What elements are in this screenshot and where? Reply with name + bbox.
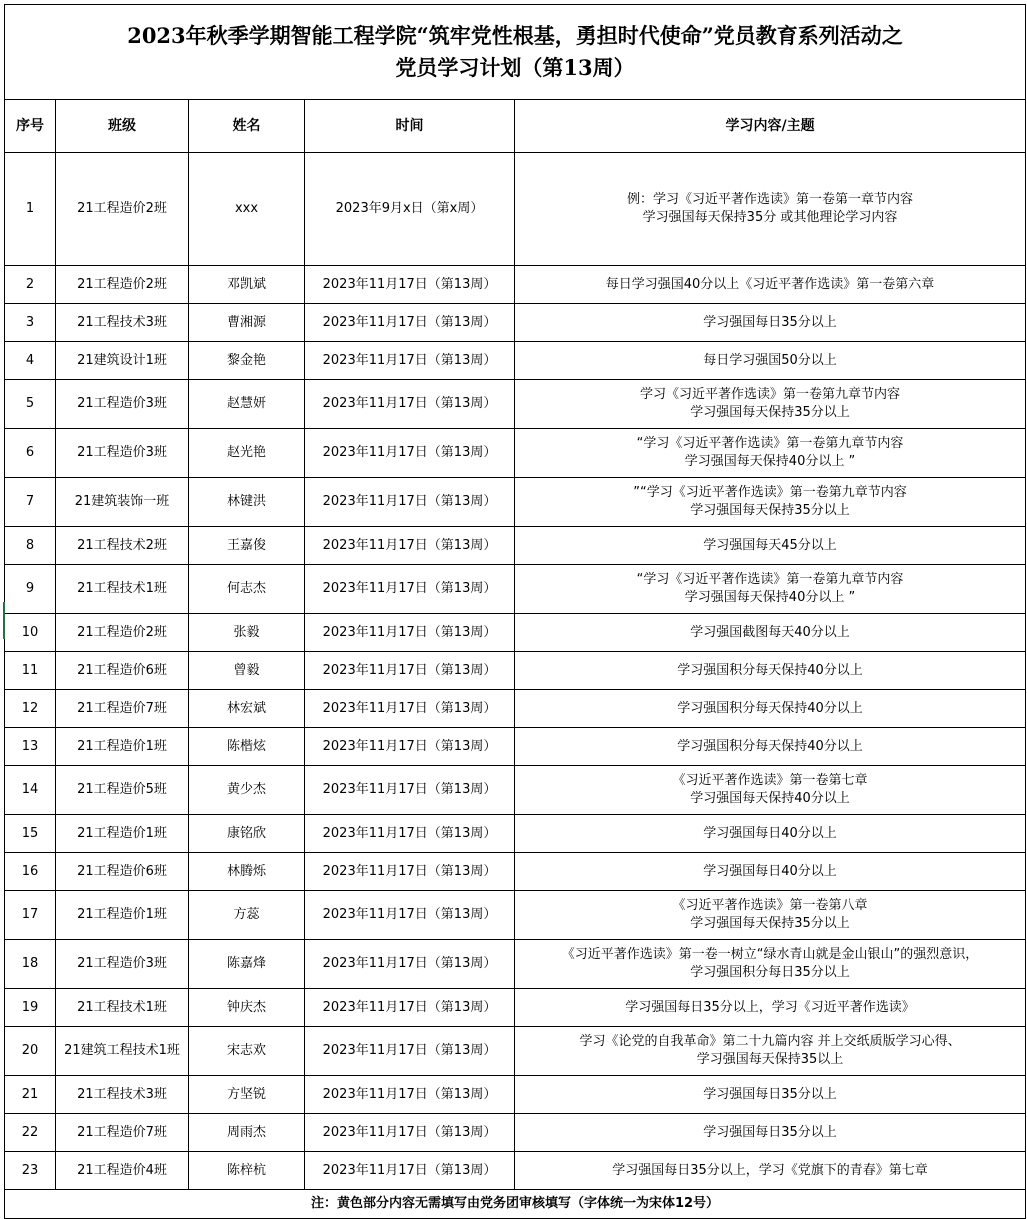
cell-class[interactable]: 21工程造价2班 bbox=[56, 153, 189, 266]
cell-name[interactable]: 方坚锐 bbox=[189, 1076, 305, 1114]
cell-index[interactable]: 3 bbox=[5, 304, 56, 342]
cell-class[interactable]: 21工程造价1班 bbox=[56, 815, 189, 853]
cell-time[interactable]: 2023年11月17日（第13周） bbox=[305, 728, 515, 766]
cell-time[interactable]: 2023年11月17日（第13周） bbox=[305, 1114, 515, 1152]
cell-content[interactable]: “学习《习近平著作选读》第一卷第九章节内容 学习强国每天保持40分以上 ” bbox=[515, 429, 1026, 478]
cell-content[interactable]: 学习强国每日40分以上 bbox=[515, 853, 1026, 891]
cell-index[interactable]: 16 bbox=[5, 853, 56, 891]
cell-content[interactable]: 学习强国每日35分以上 bbox=[515, 1114, 1026, 1152]
cell-index[interactable]: 5 bbox=[5, 380, 56, 429]
cell-class[interactable]: 21工程造价1班 bbox=[56, 891, 189, 940]
cell-index[interactable]: 10 bbox=[5, 614, 56, 652]
cell-index[interactable]: 18 bbox=[5, 940, 56, 989]
cell-time[interactable]: 2023年11月17日（第13周） bbox=[305, 1076, 515, 1114]
cell-index[interactable]: 6 bbox=[5, 429, 56, 478]
footer-note[interactable]: 注：黄色部分内容无需填写由党务团审核填写（字体统一为宋体12号） bbox=[5, 1190, 1026, 1219]
cell-name[interactable]: 周雨杰 bbox=[189, 1114, 305, 1152]
cell-content[interactable]: 学习《论党的自我革命》第二十九篇内容 并上交纸质版学习心得、 学习强国每天保持35以上 bbox=[515, 1027, 1026, 1076]
table-row bbox=[5, 652, 1026, 690]
cell-time[interactable]: 2023年11月17日（第13周） bbox=[305, 527, 515, 565]
selected-row-marker bbox=[3, 602, 5, 639]
cell-index[interactable]: 14 bbox=[5, 766, 56, 815]
cell-time[interactable]: 2023年9月x日（第x周） bbox=[305, 153, 515, 266]
cell-content[interactable]: 学习强国每天45分以上 bbox=[515, 527, 1026, 565]
cell-class[interactable]: 21建筑装饰一班 bbox=[56, 478, 189, 527]
cell-class[interactable]: 21工程造价2班 bbox=[56, 614, 189, 652]
cell-index[interactable]: 17 bbox=[5, 891, 56, 940]
cell-class[interactable]: 21工程技术1班 bbox=[56, 989, 189, 1027]
cell-time[interactable]: 2023年11月17日（第13周） bbox=[305, 1152, 515, 1190]
cell-content[interactable]: ”“学习《习近平著作选读》第一卷第九章节内容 学习强国每天保持35分以上 bbox=[515, 478, 1026, 527]
cell-content[interactable]: “学习《习近平著作选读》第一卷第九章节内容 学习强国每天保持40分以上 ” bbox=[515, 565, 1026, 614]
table-row bbox=[5, 429, 1026, 478]
cell-name[interactable]: 邓凯斌 bbox=[189, 266, 305, 304]
cell-time[interactable]: 2023年11月17日（第13周） bbox=[305, 342, 515, 380]
cell-name[interactable]: 黎金艳 bbox=[189, 342, 305, 380]
cell-time[interactable]: 2023年11月17日（第13周） bbox=[305, 690, 515, 728]
table-row bbox=[5, 478, 1026, 527]
cell-time[interactable]: 2023年11月17日（第13周） bbox=[305, 940, 515, 989]
cell-content[interactable]: 学习强国每日40分以上 bbox=[515, 815, 1026, 853]
cell-name[interactable]: 陈楷炫 bbox=[189, 728, 305, 766]
header-class[interactable]: 班级 bbox=[56, 100, 189, 153]
cell-content[interactable]: 学习强国积分每天保持40分以上 bbox=[515, 690, 1026, 728]
cell-time[interactable]: 2023年11月17日（第13周） bbox=[305, 614, 515, 652]
cell-name[interactable]: 张毅 bbox=[189, 614, 305, 652]
cell-content[interactable]: 《习近平著作选读》第一卷第七章 学习强国每天保持40分以上 bbox=[515, 766, 1026, 815]
cell-class[interactable]: 21工程造价5班 bbox=[56, 766, 189, 815]
title-line-2: 党员学习计划（第13周） bbox=[395, 55, 635, 80]
cell-index[interactable]: 8 bbox=[5, 527, 56, 565]
cell-class[interactable]: 21工程造价7班 bbox=[56, 690, 189, 728]
cell-index[interactable]: 22 bbox=[5, 1114, 56, 1152]
table-row bbox=[5, 1114, 1026, 1152]
cell-index[interactable]: 4 bbox=[5, 342, 56, 380]
cell-index[interactable]: 12 bbox=[5, 690, 56, 728]
cell-index[interactable]: 20 bbox=[5, 1027, 56, 1076]
cell-class[interactable]: 21工程造价1班 bbox=[56, 728, 189, 766]
table-row bbox=[5, 766, 1026, 815]
cell-time[interactable]: 2023年11月17日（第13周） bbox=[305, 853, 515, 891]
table-row bbox=[5, 690, 1026, 728]
cell-content[interactable]: 学习强国每日35分以上，学习《党旗下的青春》第七章 bbox=[515, 1152, 1026, 1190]
header-content[interactable]: 学习内容/主题 bbox=[515, 100, 1026, 153]
cell-content[interactable]: 每日学习强国40分以上《习近平著作选读》第一卷第六章 bbox=[515, 266, 1026, 304]
cell-name[interactable]: 赵光艳 bbox=[189, 429, 305, 478]
cell-name[interactable]: 林键洪 bbox=[189, 478, 305, 527]
cell-index[interactable]: 7 bbox=[5, 478, 56, 527]
table-row bbox=[5, 614, 1026, 652]
header-name[interactable]: 姓名 bbox=[189, 100, 305, 153]
cell-class[interactable]: 21工程造价6班 bbox=[56, 853, 189, 891]
cell-time[interactable]: 2023年11月17日（第13周） bbox=[305, 478, 515, 527]
table-row bbox=[5, 342, 1026, 380]
cell-time[interactable]: 2023年11月17日（第13周） bbox=[305, 304, 515, 342]
study-plan-table bbox=[4, 4, 1026, 1219]
cell-name[interactable]: 方蕊 bbox=[189, 891, 305, 940]
cell-time[interactable]: 2023年11月17日（第13周） bbox=[305, 652, 515, 690]
table-row bbox=[5, 989, 1026, 1027]
table-row bbox=[5, 304, 1026, 342]
cell-class[interactable]: 21工程造价4班 bbox=[56, 1152, 189, 1190]
cell-content[interactable]: 《习近平著作选读》第一卷一树立“绿水青山就是金山银山”的强烈意识， 学习强国积分每日35分以上 bbox=[515, 940, 1026, 989]
cell-name[interactable]: 何志杰 bbox=[189, 565, 305, 614]
header-index[interactable]: 序号 bbox=[5, 100, 56, 153]
cell-name[interactable]: 林宏斌 bbox=[189, 690, 305, 728]
table-row bbox=[5, 853, 1026, 891]
cell-time[interactable]: 2023年11月17日（第13周） bbox=[305, 891, 515, 940]
table-row bbox=[5, 815, 1026, 853]
header-row bbox=[5, 100, 1026, 153]
cell-name[interactable]: 林腾烁 bbox=[189, 853, 305, 891]
page-title[interactable] bbox=[5, 5, 1026, 100]
cell-class[interactable]: 21工程造价3班 bbox=[56, 380, 189, 429]
table-body bbox=[5, 153, 1026, 1190]
cell-class[interactable]: 21建筑工程技术1班 bbox=[56, 1027, 189, 1076]
cell-content[interactable]: 每日学习强国50分以上 bbox=[515, 342, 1026, 380]
cell-index[interactable]: 15 bbox=[5, 815, 56, 853]
cell-class[interactable]: 21工程技术1班 bbox=[56, 565, 189, 614]
cell-name[interactable]: 黄少杰 bbox=[189, 766, 305, 815]
cell-name[interactable]: 康铭欣 bbox=[189, 815, 305, 853]
cell-time[interactable]: 2023年11月17日（第13周） bbox=[305, 989, 515, 1027]
cell-content[interactable]: 学习强国每日35分以上 bbox=[515, 1076, 1026, 1114]
cell-content[interactable]: 学习《习近平著作选读》第一卷第九章节内容 学习强国每天保持35分以上 bbox=[515, 380, 1026, 429]
cell-content[interactable]: 学习强国每日35分以上 bbox=[515, 304, 1026, 342]
cell-content[interactable]: 学习强国截图每天40分以上 bbox=[515, 614, 1026, 652]
cell-index[interactable]: 21 bbox=[5, 1076, 56, 1114]
cell-content[interactable]: 学习强国积分每天保持40分以上 bbox=[515, 652, 1026, 690]
cell-name[interactable]: 宋志欢 bbox=[189, 1027, 305, 1076]
cell-name[interactable]: 曹湘源 bbox=[189, 304, 305, 342]
table-row bbox=[5, 380, 1026, 429]
title-line-1: 2023年秋季学期智能工程学院“筑牢党性根基，勇担时代使命”党员教育系列活动之 bbox=[127, 23, 903, 48]
cell-class[interactable]: 21工程造价6班 bbox=[56, 652, 189, 690]
cell-index[interactable]: 19 bbox=[5, 989, 56, 1027]
table-row bbox=[5, 527, 1026, 565]
cell-time[interactable]: 2023年11月17日（第13周） bbox=[305, 766, 515, 815]
cell-index[interactable]: 1 bbox=[5, 153, 56, 266]
cell-name[interactable]: 陈嘉烽 bbox=[189, 940, 305, 989]
cell-class[interactable]: 21工程技术3班 bbox=[56, 1076, 189, 1114]
cell-content[interactable]: 例：学习《习近平著作选读》第一卷第一章节内容 学习强国每天保持35分 或其他理论学习内容 bbox=[515, 153, 1026, 266]
table-row bbox=[5, 728, 1026, 766]
cell-name[interactable]: 钟庆杰 bbox=[189, 989, 305, 1027]
cell-time[interactable]: 2023年11月17日（第13周） bbox=[305, 565, 515, 614]
table-row bbox=[5, 1076, 1026, 1114]
header-time[interactable]: 时间 bbox=[305, 100, 515, 153]
cell-class[interactable]: 21工程技术3班 bbox=[56, 304, 189, 342]
table-row bbox=[5, 1027, 1026, 1076]
cell-index[interactable]: 13 bbox=[5, 728, 56, 766]
table-row bbox=[5, 891, 1026, 940]
cell-time[interactable]: 2023年11月17日（第13周） bbox=[305, 266, 515, 304]
cell-name[interactable]: xxx bbox=[189, 153, 305, 266]
cell-index[interactable]: 23 bbox=[5, 1152, 56, 1190]
cell-content[interactable]: 《习近平著作选读》第一卷第八章 学习强国每天保持35分以上 bbox=[515, 891, 1026, 940]
table-row bbox=[5, 565, 1026, 614]
table-row bbox=[5, 153, 1026, 266]
cell-time[interactable]: 2023年11月17日（第13周） bbox=[305, 815, 515, 853]
cell-class[interactable]: 21工程造价2班 bbox=[56, 266, 189, 304]
spreadsheet bbox=[4, 4, 1025, 1219]
cell-time[interactable]: 2023年11月17日（第13周） bbox=[305, 380, 515, 429]
table-row bbox=[5, 940, 1026, 989]
cell-class[interactable]: 21工程造价3班 bbox=[56, 429, 189, 478]
cell-time[interactable]: 2023年11月17日（第13周） bbox=[305, 429, 515, 478]
cell-class[interactable]: 21建筑设计1班 bbox=[56, 342, 189, 380]
table-row bbox=[5, 266, 1026, 304]
cell-name[interactable]: 曾毅 bbox=[189, 652, 305, 690]
cell-time[interactable]: 2023年11月17日（第13周） bbox=[305, 1027, 515, 1076]
cell-content[interactable]: 学习强国积分每天保持40分以上 bbox=[515, 728, 1026, 766]
table-row bbox=[5, 1152, 1026, 1190]
cell-class[interactable]: 21工程技术2班 bbox=[56, 527, 189, 565]
cell-name[interactable]: 赵慧妍 bbox=[189, 380, 305, 429]
cell-index[interactable]: 2 bbox=[5, 266, 56, 304]
cell-name[interactable]: 王嘉俊 bbox=[189, 527, 305, 565]
cell-content[interactable]: 学习强国每日35分以上，学习《习近平著作选读》 bbox=[515, 989, 1026, 1027]
cell-class[interactable]: 21工程造价3班 bbox=[56, 940, 189, 989]
cell-index[interactable]: 9 bbox=[5, 565, 56, 614]
cell-name[interactable]: 陈梓杭 bbox=[189, 1152, 305, 1190]
cell-class[interactable]: 21工程造价7班 bbox=[56, 1114, 189, 1152]
cell-index[interactable]: 11 bbox=[5, 652, 56, 690]
